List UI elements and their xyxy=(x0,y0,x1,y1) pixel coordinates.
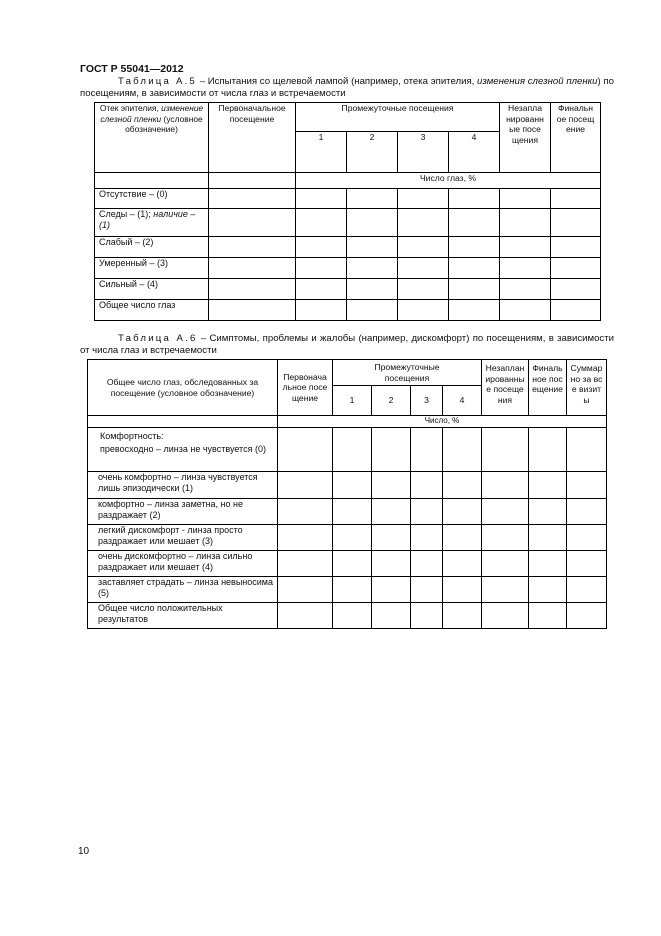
a5-row-label: Отсутствие – (0) xyxy=(95,189,209,209)
table-cell xyxy=(500,237,551,258)
table-a5 xyxy=(94,102,601,321)
a6-row-label: очень дискомфортно – линза сильно раздражает или мешает (4) xyxy=(88,551,278,577)
table-cell xyxy=(567,525,607,551)
table-a5-caption-italic: изменения слезной пленки xyxy=(477,76,598,87)
table-cell xyxy=(449,189,500,209)
table-cell xyxy=(372,499,411,525)
a6-header-final: Финальное посещение xyxy=(529,360,567,416)
table-cell xyxy=(443,551,482,577)
table-cell xyxy=(347,189,398,209)
table-cell xyxy=(411,525,443,551)
a5-header-visit-2: 2 xyxy=(347,132,398,173)
table-cell xyxy=(500,279,551,300)
table-cell xyxy=(500,189,551,209)
table-cell xyxy=(551,189,601,209)
table-cell xyxy=(372,428,411,472)
table-cell xyxy=(529,428,567,472)
table-cell xyxy=(443,525,482,551)
table-cell xyxy=(347,300,398,321)
a5-header-initial: Первоначальное посещение xyxy=(209,103,296,173)
document-id: ГОСТ Р 55041—2012 xyxy=(80,63,184,75)
table-cell xyxy=(209,237,296,258)
table-cell xyxy=(500,209,551,237)
table-cell xyxy=(372,551,411,577)
table-a6-caption xyxy=(80,333,614,357)
table-cell xyxy=(347,279,398,300)
a6-header-visit-3: 3 xyxy=(411,386,443,416)
table-cell xyxy=(567,603,607,629)
a5-row-label: Следы – (1); наличие – (1) xyxy=(95,209,209,237)
page-number: 10 xyxy=(78,846,90,857)
a6-header-intermediate: Промежуточные посещения xyxy=(333,360,482,386)
table-a6-caption-text: – Симптомы, проблемы и жалобы (например, дискомфорт) по посещениям, в зависимости от числа глаз и встречаемости xyxy=(80,333,614,356)
a6-comfort-title: Комфортность: xyxy=(100,431,164,441)
table-cell xyxy=(482,499,529,525)
a5-row-label: Умеренный – (3) xyxy=(95,258,209,279)
a5-row-label: Слабый – (2) xyxy=(95,237,209,258)
table-cell xyxy=(398,237,449,258)
a6-header-eyes: Общее число глаз, обследованных за посещение (условное обозначение) xyxy=(88,360,278,416)
table-cell xyxy=(209,279,296,300)
a6-row-label: заставляет страдать – линза невыносима (5) xyxy=(88,577,278,603)
table-cell xyxy=(209,209,296,237)
table-cell xyxy=(482,428,529,472)
table-cell xyxy=(333,428,372,472)
a5-header-visit-3: 3 xyxy=(398,132,449,173)
a6-header-visit-1: 1 xyxy=(333,386,372,416)
table-cell xyxy=(500,300,551,321)
table-cell xyxy=(443,603,482,629)
table-cell xyxy=(482,551,529,577)
table-cell xyxy=(333,577,372,603)
a5-header-intermediate: Промежуточные посещения xyxy=(296,103,500,132)
table-cell xyxy=(278,603,333,629)
table-cell xyxy=(411,603,443,629)
table-cell xyxy=(278,577,333,603)
table-cell xyxy=(449,209,500,237)
table-cell xyxy=(278,428,333,472)
table-cell xyxy=(398,300,449,321)
a6-header-visit-2: 2 xyxy=(372,386,411,416)
table-cell xyxy=(333,551,372,577)
a5-row-label: Сильный – (4) xyxy=(95,279,209,300)
table-cell xyxy=(278,499,333,525)
table-cell xyxy=(209,189,296,209)
a6-row-label: очень комфортно – линза чувствуется лишь эпизодически (1) xyxy=(88,472,278,499)
table-cell xyxy=(529,499,567,525)
table-cell xyxy=(278,551,333,577)
table-cell xyxy=(529,603,567,629)
table-cell xyxy=(567,551,607,577)
table-a6-label: Таблица А.6 xyxy=(118,333,198,344)
table-cell xyxy=(333,525,372,551)
table-a5-label: Таблица А.5 xyxy=(118,76,197,87)
a6-row-label xyxy=(88,428,278,472)
table-cell xyxy=(567,577,607,603)
table-cell xyxy=(551,237,601,258)
table-cell xyxy=(398,258,449,279)
table-cell xyxy=(372,603,411,629)
table-a5-caption xyxy=(80,76,614,100)
table-cell xyxy=(551,279,601,300)
table-cell xyxy=(333,499,372,525)
table-cell xyxy=(500,258,551,279)
table-cell xyxy=(567,499,607,525)
table-cell xyxy=(449,258,500,279)
a5-header-condition: Отек эпителия, изменение слезной пленки (условное обозначение) xyxy=(95,103,209,173)
table-cell xyxy=(372,472,411,499)
a6-unit-spacer xyxy=(88,416,278,428)
table-cell xyxy=(278,525,333,551)
table-cell xyxy=(296,237,347,258)
a5-header-visit-1: 1 xyxy=(296,132,347,173)
table-cell xyxy=(411,428,443,472)
table-cell xyxy=(296,258,347,279)
table-cell xyxy=(209,300,296,321)
table-cell xyxy=(443,428,482,472)
a6-row-label: легкий дискомфорт - линза просто раздражает или мешает (3) xyxy=(88,525,278,551)
table-cell xyxy=(296,209,347,237)
table-cell xyxy=(347,258,398,279)
a6-row-label-0: превосходно – линза не чувствуется (0) xyxy=(100,443,266,454)
table-cell xyxy=(482,577,529,603)
table-cell xyxy=(567,428,607,472)
table-cell xyxy=(411,499,443,525)
table-cell xyxy=(551,209,601,237)
table-cell xyxy=(347,209,398,237)
a6-header-total: Суммарно за все визиты xyxy=(567,360,607,416)
table-cell xyxy=(411,551,443,577)
table-cell xyxy=(347,237,398,258)
a5-row-label: Общее число глаз xyxy=(95,300,209,321)
a6-header-visit-4: 4 xyxy=(443,386,482,416)
table-cell xyxy=(411,472,443,499)
a5-header-final: Финальное посещение xyxy=(551,103,601,173)
table-cell xyxy=(411,577,443,603)
a6-unit-row: Число, % xyxy=(278,416,607,428)
table-cell xyxy=(482,472,529,499)
table-cell xyxy=(551,300,601,321)
table-cell xyxy=(398,189,449,209)
a6-row-label: комфортно – линза заметна, но не раздражает (2) xyxy=(88,499,278,525)
table-cell xyxy=(333,603,372,629)
a5-unit-row: Число глаз, % xyxy=(296,173,601,189)
table-cell xyxy=(449,279,500,300)
table-a5-caption-part2: ) по посещениям, в зависимости от числа глаз и встречаемости xyxy=(80,76,614,99)
table-a5-caption-part1: – Испытания со щелевой лампой (например, отека эпителия, xyxy=(196,76,478,87)
table-cell xyxy=(209,258,296,279)
table-cell xyxy=(529,472,567,499)
table-cell xyxy=(482,525,529,551)
a6-header-unplanned: Незапланированные посещения xyxy=(482,360,529,416)
table-cell xyxy=(372,577,411,603)
table-cell xyxy=(278,472,333,499)
table-cell xyxy=(449,300,500,321)
a5-unit-spacer xyxy=(95,173,209,189)
table-cell xyxy=(398,209,449,237)
table-cell xyxy=(372,525,411,551)
table-cell xyxy=(529,577,567,603)
table-cell xyxy=(529,525,567,551)
table-cell xyxy=(551,258,601,279)
table-cell xyxy=(529,551,567,577)
table-cell xyxy=(449,237,500,258)
table-a6 xyxy=(87,359,607,629)
table-cell xyxy=(567,472,607,499)
a6-header-initial: Первоначальное посещение xyxy=(278,360,333,416)
a5-header-visit-4: 4 xyxy=(449,132,500,173)
table-cell xyxy=(296,279,347,300)
table-cell xyxy=(296,189,347,209)
table-cell xyxy=(296,300,347,321)
table-cell xyxy=(443,472,482,499)
a5-unit-spacer xyxy=(209,173,296,189)
table-cell xyxy=(398,279,449,300)
table-cell xyxy=(443,577,482,603)
table-cell xyxy=(443,499,482,525)
table-cell xyxy=(482,603,529,629)
a5-header-unplanned: Незапланированные посещения xyxy=(500,103,551,173)
a6-row-label: Общее число положительных результатов xyxy=(88,603,278,629)
table-cell xyxy=(333,472,372,499)
